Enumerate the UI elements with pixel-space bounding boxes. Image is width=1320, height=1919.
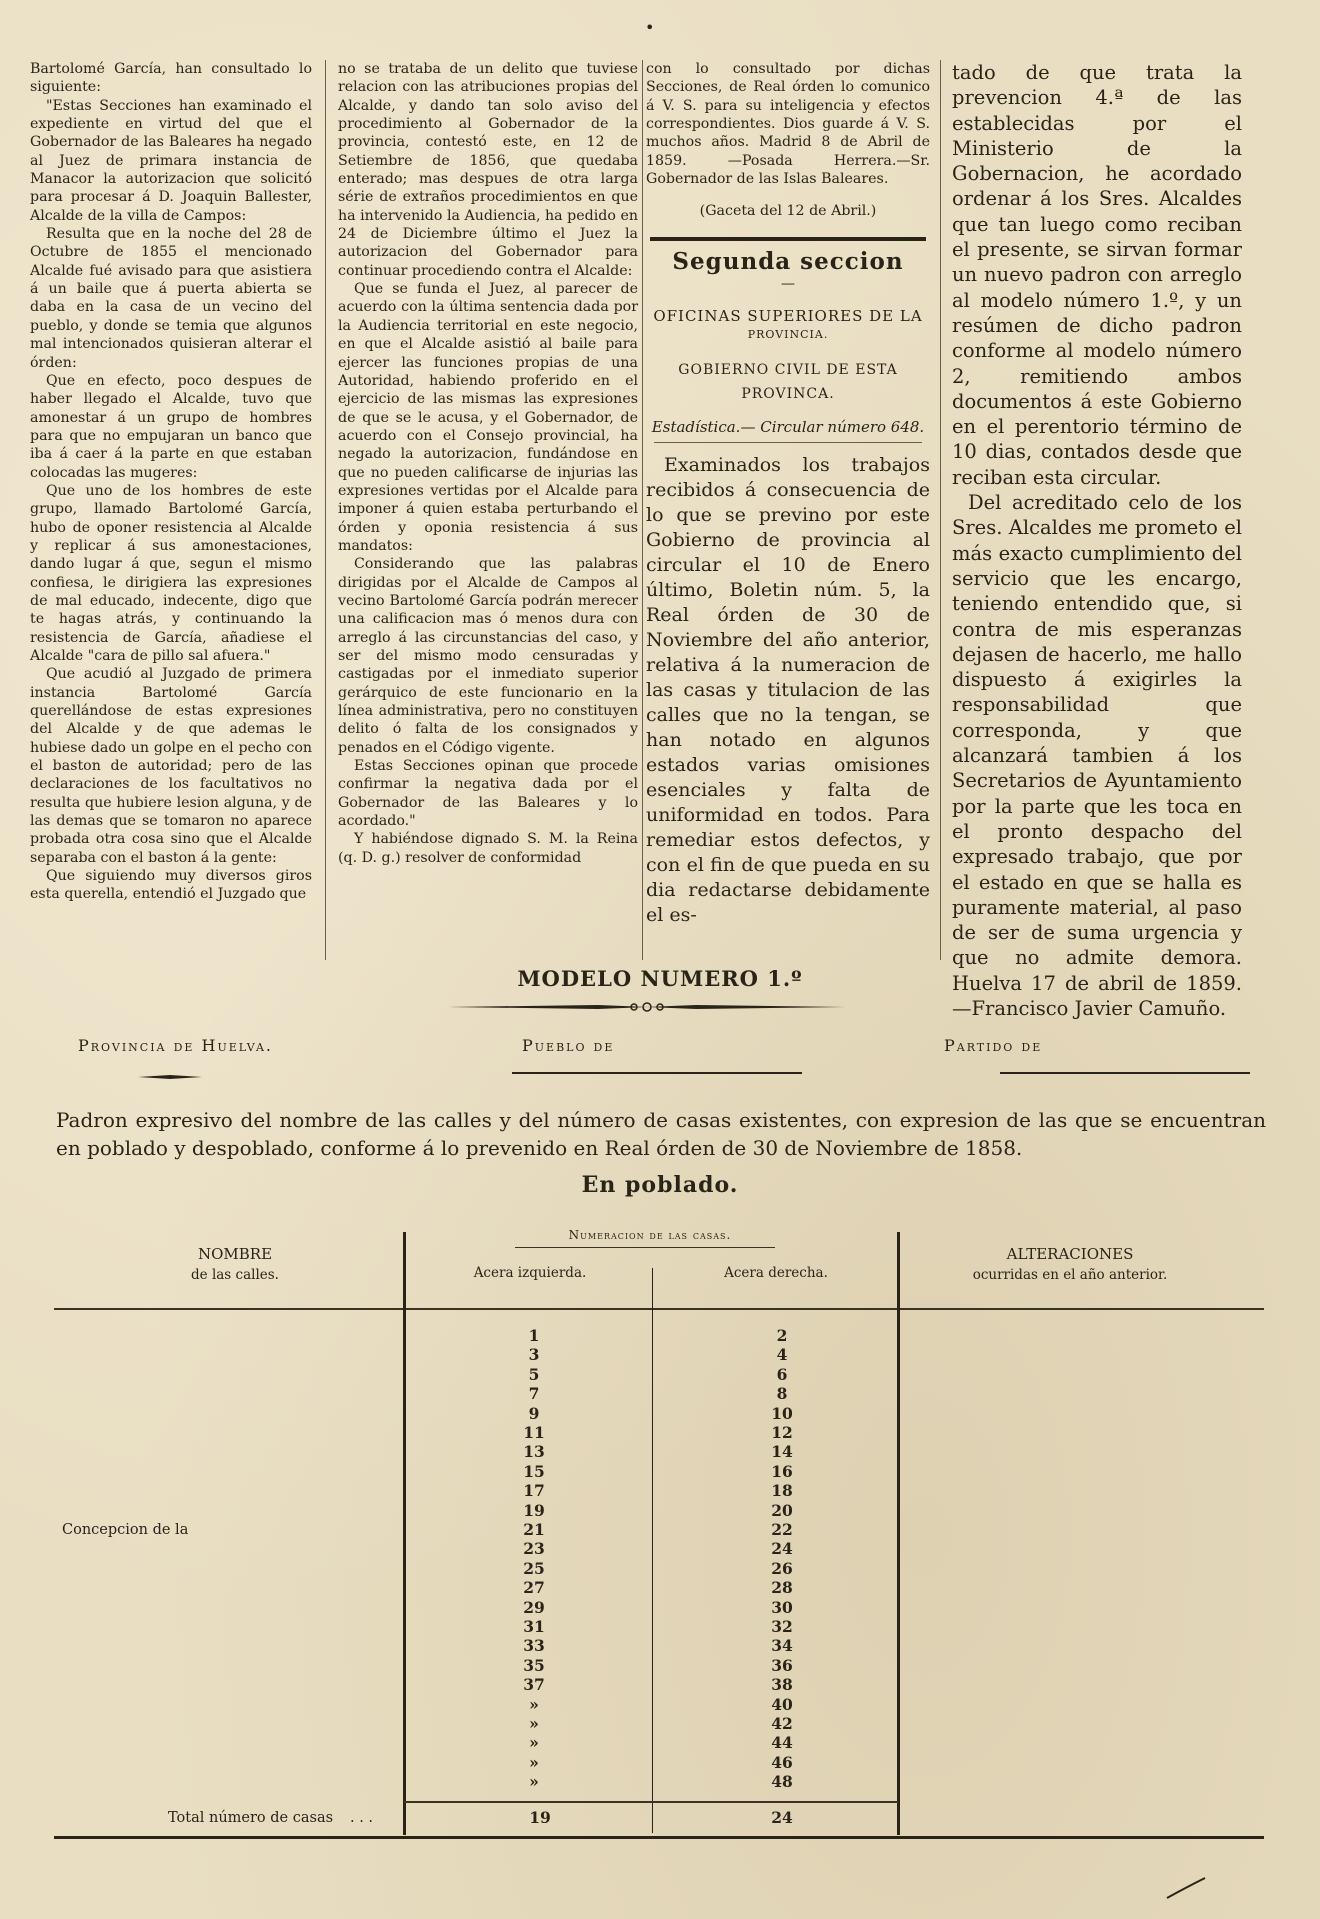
right-number: 12 (771, 1423, 793, 1442)
paragraph: Que en efecto, poco despues de haber llegado el Alcalde, tuvo que amonestar á un grupo de hombres para que no empujaran un banco que iba á caer á la parte en que estaban colocadas las mugeres: (30, 372, 312, 481)
left-number: 31 (523, 1617, 545, 1636)
left-number: » (529, 1752, 539, 1772)
left-number: 21 (523, 1520, 545, 1539)
total-right: 24 (771, 1808, 793, 1827)
ornament-rule (138, 1074, 202, 1080)
right-number: 30 (771, 1597, 793, 1617)
right-number: 10 (771, 1403, 793, 1423)
table-vrule (652, 1268, 653, 1833)
right-number: 2 (776, 1326, 788, 1345)
left-number: 15 (523, 1461, 545, 1481)
column-divider (325, 60, 326, 960)
left-number: » (529, 1733, 539, 1753)
col-header-numeracion: Numeracion de las casas. (568, 1228, 732, 1242)
right-number: 6 (776, 1364, 788, 1384)
modelo-title: MODELO NUMERO 1.º (517, 966, 803, 991)
col-header-izquierda: Acera izquierda. (473, 1265, 587, 1281)
table-vrule (897, 1232, 900, 1835)
paragraph: Examinados los trabajos recibidos á consecuencia de lo que se previno por este Gobierno de provincia al circular el 10 de Enero último, Boletin núm. 5, la Real órden de 30 de Noviembre del año anterior, relativa á la numeracion de las casas y titulacion de las calles que no la tengan, se han notado en algunos estados varias omisiones esenciales y falta de uniformidad en todos. Para remediar estos defectos, y con el fin de que pueda en su dia redactarse debidamente el es- (646, 454, 930, 927)
right-number: 4 (776, 1345, 788, 1365)
left-number: 19 (523, 1500, 545, 1520)
column-3 (646, 60, 930, 928)
left-number: 33 (523, 1636, 545, 1656)
paragraph: Que se funda el Juez, al parecer de acuerdo con la última sentencia dada por la Audiencia territorial en este negocio, en que el Alcalde asistió al baile para ejercer las funciones propias de una Autoridad, habiendo proferido en el ejercicio de las mismas las expresiones de que se le acusa, y el Gobernador, de acuerdo con el Consejo provincial, ha negado la autorizacion, fundándose en que no pueden calificarse de injurias las expresiones vertidas por el Alcalde para imponer á quien estaba perturbando el órden y oponia resistencia á sus mandatos: (338, 281, 638, 554)
total-dots: . . . (350, 1810, 374, 1826)
left-number: 11 (523, 1423, 545, 1442)
pueblo-label: Pueblo de (522, 1036, 615, 1055)
right-number: 42 (771, 1714, 793, 1733)
left-number: 25 (523, 1558, 545, 1578)
left-number: 13 (523, 1442, 545, 1462)
left-number: 37 (523, 1675, 545, 1695)
paragraph: no se trataba de un delito que tuviese relacion con las atribuciones propias del Alcalde, y dando tan solo aviso del procedimiento al Gobernador de la provincia, contestó este, en 12 de Setiembre de 1856, que quedaba enterado; mas despues de otra larga série de extraños procedimientos en que ha intervenido la Audiencia, ha pedido en 24 de Diciembre último el Juez la autorizacion del Gobernador para continuar procediendo contra el Alcalde: (338, 61, 638, 279)
circular-heading: Estadística.— Circular número 648. (651, 418, 925, 437)
section-title: Segunda seccion (672, 247, 904, 275)
column-1 (30, 60, 312, 904)
partido-label: Partido de (944, 1036, 1043, 1055)
left-number: 9 (528, 1403, 540, 1423)
right-number: 48 (771, 1772, 793, 1792)
paragraph: con lo consultado por dichas Secciones, de Real órden lo comunico á V. S. para su inteligencia y efectos correspondientes. Dios guarde á V. S. muchos años. Madrid 8 de Abril de 1859. —Posada Herrera.—Sr. Gobernador de las Islas Baleares. (646, 61, 930, 188)
column-2 (338, 60, 638, 867)
left-number: » (529, 1772, 539, 1792)
padron-description: Padron expresivo del nombre de las calles y del número de casas existentes, con expresion de las que se encuentran en poblado y despoblado, conforme á lo prevenido en Real órden de 30 de Noviembre de 1858. (56, 1108, 1266, 1160)
paragraph: Considerando que las palabras dirigidas por el Alcalde de Campos al vecino Bartolomé García podrán merecer una calificacion mas ó menos dura con arreglo á las circunstancias del caso, y ser del mismo modo censuradas y castigadas por el inmediato superior gerárquico de este funcionario en la línea administrativa, pero no constituyen delito ó falta de los consignados y penados en el Código vigente. (338, 556, 638, 756)
col-header-alteraciones: ALTERACIONES (1006, 1245, 1134, 1263)
col-header-nombre-sub: de las calles. (191, 1267, 279, 1283)
pueblo-line (512, 1072, 802, 1074)
provincia-label: Provincia de Huelva. (78, 1036, 273, 1055)
paragraph: Que uno de los hombres de este grupo, llamado Bartolomé García, hubo de oponer resistencia al Alcalde y replicar á sus amonestaciones, dando lugar á que, segun el mismo confiesa, le dirigiera las expresiones de mal educado, indecente, digo que te hagas atrás, y continuando la resistencia de García, añadiese el Alcalde "cara de pillo sal afuera." (30, 482, 312, 664)
rule (654, 442, 922, 443)
paragraph: Resulta que en la noche del 28 de Octubre de 1855 el mencionado Alcalde fué avisado para que asistiera á un baile que á puerta abierta se daba en la casa de un vecino del pueblo, y donde se temia que algunos mal intencionados quisieran alterar el órden: (30, 226, 312, 371)
oficinas-heading: OFICINAS SUPERIORES DE LA (653, 307, 923, 326)
right-number: 8 (776, 1384, 788, 1404)
total-left: 19 (529, 1808, 551, 1827)
left-number: 5 (528, 1364, 540, 1384)
right-number: 34 (771, 1636, 793, 1656)
gobierno-heading: GOBIERNO CIVIL DE ESTA PROVINCA. (678, 362, 898, 403)
paragraph: Y habiéndose dignado S. M. la Reina (q. D. g.) resolver de conformidad (338, 831, 638, 866)
section-rule (650, 237, 926, 241)
col-header-derecha: Acera derecha. (724, 1265, 828, 1281)
right-number: 36 (771, 1655, 793, 1675)
column-divider (940, 60, 941, 960)
rule (515, 1247, 775, 1248)
column-4 (952, 60, 1242, 1021)
header-rule (54, 1308, 1264, 1310)
paragraph: "Estas Secciones han examinado el expediente en virtud del que el Gobernador de las Baleares ha negado al Juez de primara instancia de Manacor la autorizacion que solicitó para procesar á D. Joaquin Ballester, Alcalde de la villa de Campos: (30, 97, 312, 224)
left-number: 3 (528, 1345, 540, 1365)
provincia-heading: PROVINCIA. (747, 327, 829, 341)
total-label: Total número de casas (168, 1810, 334, 1826)
page-marker: • (645, 18, 655, 37)
pen-mark (1165, 1876, 1207, 1900)
right-number: 14 (771, 1442, 793, 1462)
table-vrule (403, 1232, 406, 1835)
left-number: 17 (523, 1481, 545, 1501)
column-divider (642, 60, 643, 960)
right-number: 38 (771, 1675, 793, 1695)
left-number: 29 (523, 1597, 545, 1617)
gaceta-note: (Gaceta del 12 de Abril.) (699, 203, 877, 220)
paragraph: Estas Secciones opinan que procede confirmar la negativa dada por el Gobernador de las Baleares y lo acordado." (338, 758, 638, 830)
left-number: 23 (523, 1539, 545, 1559)
left-number: 35 (523, 1655, 545, 1675)
right-number: 24 (771, 1539, 793, 1559)
right-number: 40 (771, 1694, 793, 1714)
col-header-alteraciones-sub: ocurridas en el año anterior. (972, 1267, 1168, 1283)
paragraph: Que acudió al Juzgado de primera instancia Bartolomé García querellándose de estas expresiones del Alcalde y de que ademas le hubiese dado un golpe en el pecho con el baston de autoridad; pero de las declaraciones de los facultativos no resulta que hubiere lesion alguna, y de las demas que se tomaron no aparece probada otra cosa sino que el Alcalde separaba con el baston á la gente: (30, 666, 312, 866)
dash: — (781, 276, 795, 293)
left-number: 27 (523, 1578, 545, 1598)
en-poblado-heading: En poblado. (581, 1172, 739, 1198)
paragraph: Bartolomé García, han consultado lo siguiente: (30, 61, 312, 96)
paragraph: tado de que trata la prevencion 4.ª de las establecidas por el Ministerio de la Gobernacion, he acordado ordenar á los Sres. Alcaldes que tan luego como reciban el presente, se sirvan formar un nuevo padron con arreglo al modelo número 1.º, y un resúmen de dicho padron conforme al modelo número 2, remitiendo ambos documentos á este Gobierno en el perentorio término de 10 dias, contados desde que reciban esta circular. (952, 61, 1242, 489)
left-number: » (529, 1694, 539, 1714)
right-number: 22 (771, 1520, 793, 1539)
right-number: 20 (771, 1500, 793, 1520)
right-number: 16 (771, 1461, 793, 1481)
paragraph: Del acreditado celo de los Sres. Alcaldes me prometo el más exacto cumplimiento del servicio que les encargo, teniendo entendido que, si contra de mis esperanzas dejasen de hacerlo, me hallo dispuesto á exigirles la responsabilidad que corresponda, y que alcanzará tambien á los Secretarios de Ayuntamiento por la parte que les toca en el pronto despacho del expresado trabajo, que por el estado en que se halla es puramente material, al paso de ser de suma urgencia y que no admite demora. Huelva 17 de abril de 1859.—Francisco Javier Camuño. (952, 491, 1242, 1020)
street-name: Concepcion de la (62, 1522, 189, 1538)
partido-line (1000, 1072, 1250, 1074)
right-number: 32 (771, 1617, 793, 1636)
left-number: » (529, 1714, 539, 1733)
bottom-rule (54, 1836, 1264, 1839)
paragraph: Que siguiendo muy diversos giros esta querella, entendió el Juzgado que (30, 868, 312, 903)
right-number: 18 (771, 1481, 793, 1501)
left-number: 1 (528, 1326, 540, 1345)
left-number: 7 (528, 1384, 540, 1404)
right-number: 46 (771, 1752, 793, 1772)
total-rule (404, 1801, 898, 1803)
right-number: 44 (771, 1733, 793, 1753)
right-number: 26 (771, 1558, 793, 1578)
col-header-nombre: NOMBRE (197, 1245, 273, 1263)
right-number: 28 (771, 1578, 793, 1598)
ornament-rule (448, 1002, 846, 1012)
